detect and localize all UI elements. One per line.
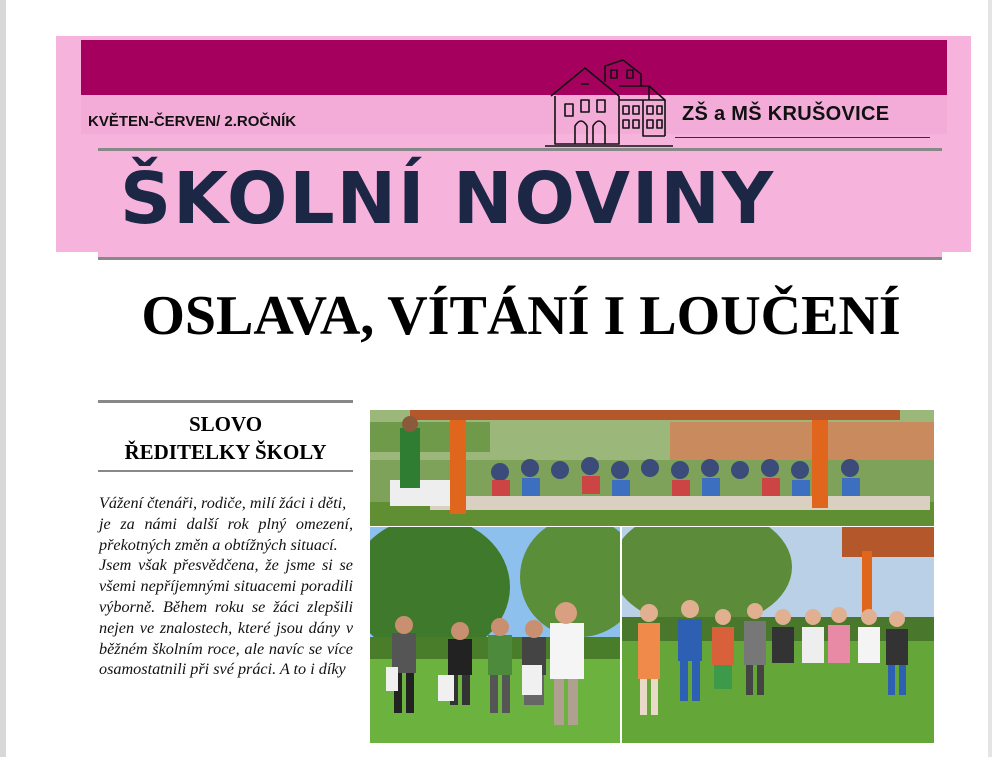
masthead-title: ŠKOLNÍ NOVINY xyxy=(120,157,776,240)
column-rule-bottom xyxy=(98,470,353,472)
photo-icon xyxy=(622,527,934,743)
column-heading-line1: SLOVO xyxy=(188,412,263,436)
school-building-icon xyxy=(545,56,675,152)
logo-underline xyxy=(675,137,930,138)
column-rule-top xyxy=(98,400,353,403)
photo-children-lawn-row xyxy=(622,527,934,743)
issue-label: KVĚTEN-ČERVEN/ 2.ROČNÍK xyxy=(88,113,297,130)
column-heading-line2: ŘEDITELKY ŠKOLY xyxy=(124,440,327,464)
director-letter xyxy=(99,493,353,680)
header-band xyxy=(81,40,947,95)
article-headline: OSLAVA, VÍTÁNÍ I LOUČENÍ xyxy=(141,285,901,347)
letter-paragraph: Vážení čtenáři, rodiče, milí žáci i děti, xyxy=(99,494,347,512)
letter-paragraph: je za námi další rok plný omezení, překotných změn a obtížných situací. xyxy=(99,514,353,554)
page-edge-right xyxy=(988,0,992,757)
school-name: ZŠ a MŠ KRUŠOVICE xyxy=(682,103,890,125)
photo-children-garden-group xyxy=(370,527,620,743)
page-edge xyxy=(0,0,6,757)
title-rule-bottom xyxy=(98,257,942,260)
photo-children-pavilion xyxy=(370,410,934,526)
photo-icon xyxy=(370,410,934,526)
column-heading xyxy=(98,410,353,466)
photo-icon xyxy=(370,527,620,743)
letter-paragraph: Jsem však přesvědčena, že jsme si se všemi nepříjemnými situacemi poradili výborně. Během roku se žáci zlepšili nejen ve znalostech, které jsou dány v běžném školním roce, ale navíc se více osamostatnili při své práci. A to i díky xyxy=(99,556,353,679)
